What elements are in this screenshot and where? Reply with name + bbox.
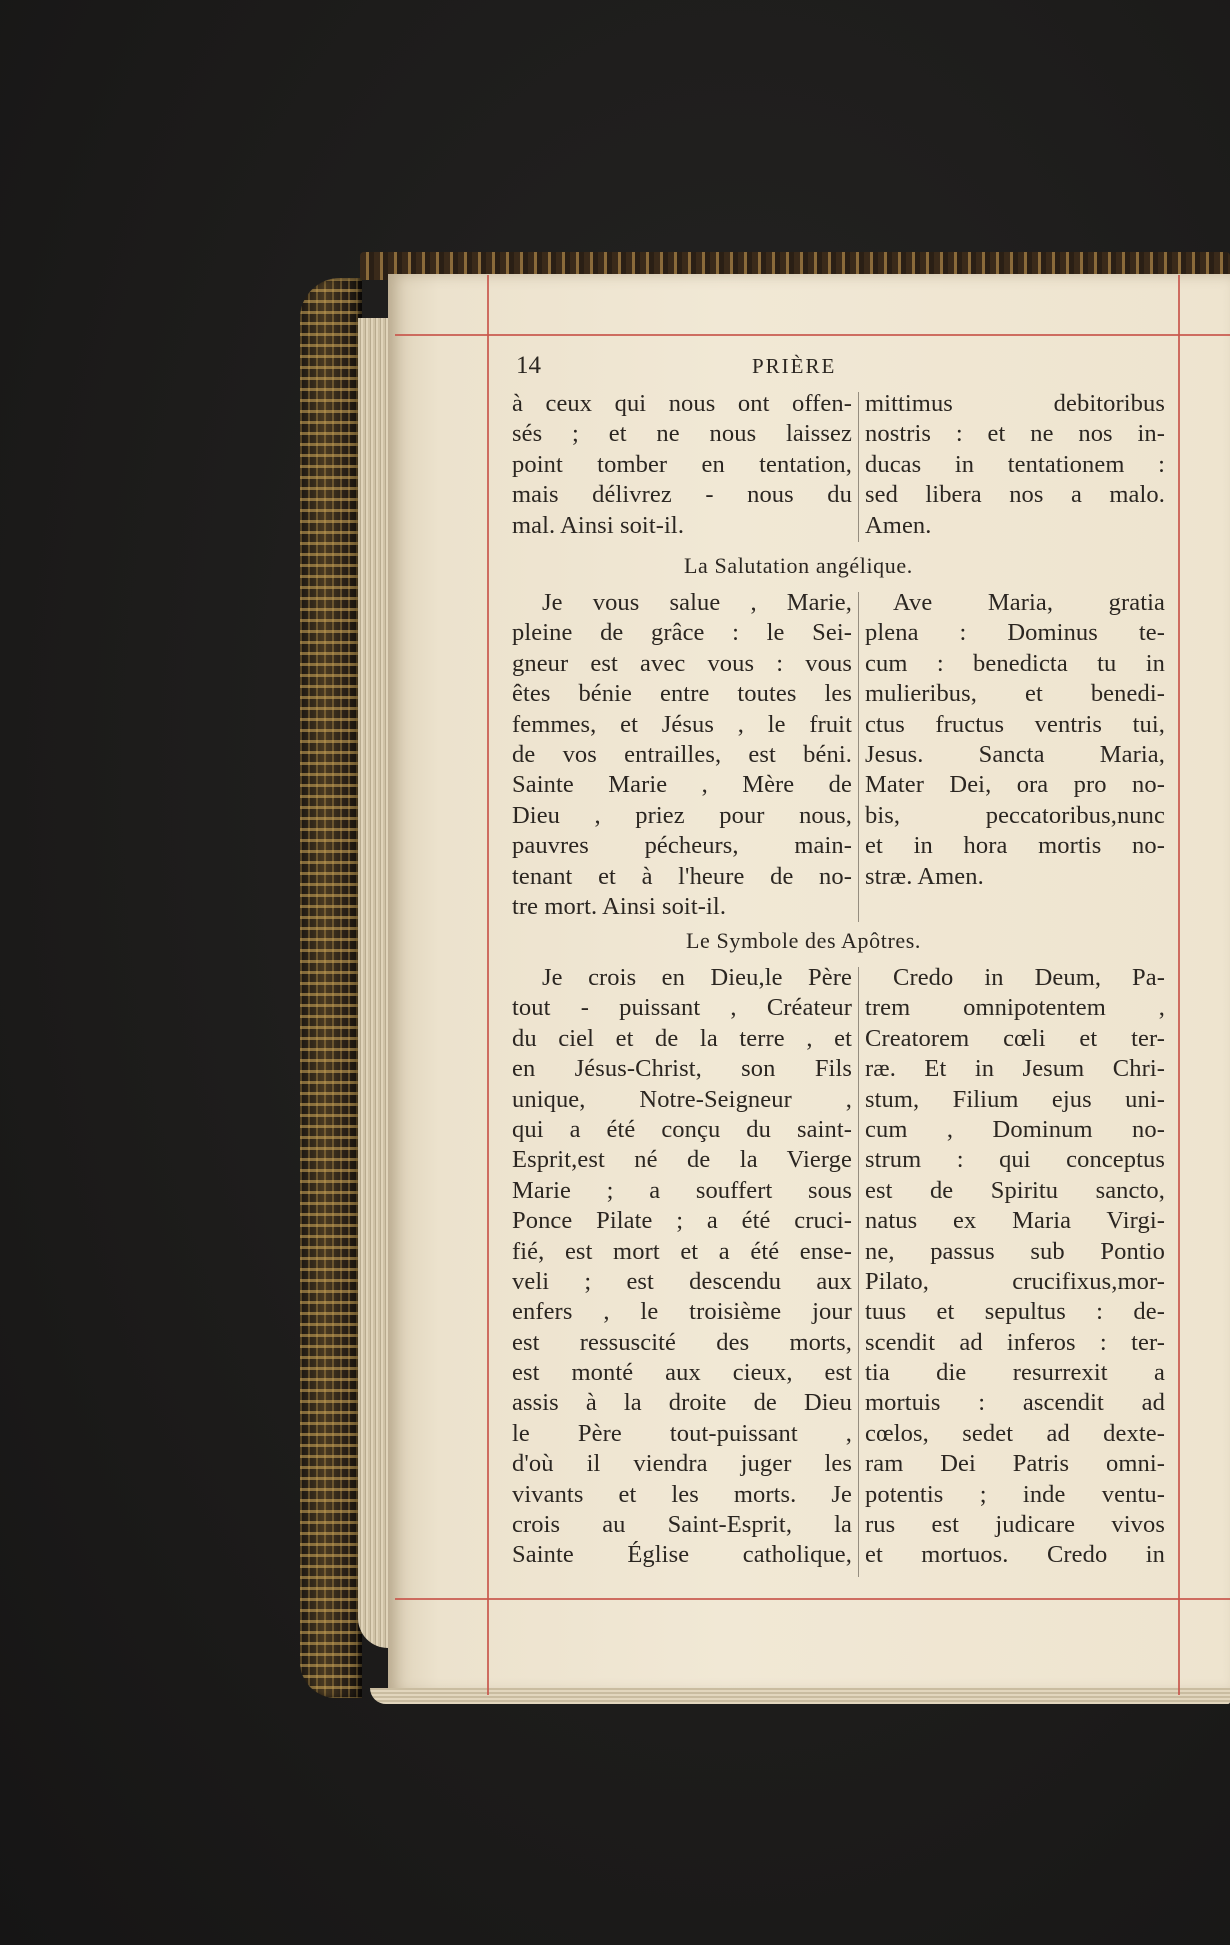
text-line: et mortuos. Credo in — [865, 1541, 1165, 1569]
text-line: le Père tout-puissant , — [512, 1419, 852, 1447]
text-line: femmes, et Jésus , le fruit — [512, 710, 852, 738]
text-line: Mater Dei, ora pro no- — [865, 771, 1165, 799]
section2-left-column — [512, 588, 852, 922]
text-line: natus ex Maria Virgi- — [865, 1207, 1165, 1235]
text-line: Sainte Église catholique, — [512, 1541, 852, 1569]
text-line: mortuis : ascendit ad — [865, 1389, 1165, 1417]
text-line: scendit ad inferos : ter- — [865, 1328, 1165, 1356]
text-line: enfers , le troisième jour — [512, 1298, 852, 1326]
red-rule-bottom — [395, 1598, 1230, 1600]
text-line: mal. Ainsi soit-il. — [512, 511, 685, 539]
text-line: trem omnipotentem , — [865, 994, 1165, 1022]
text-line: Je vous salue , Marie, — [542, 589, 852, 616]
text-line: Esprit,est né de la Vierge — [512, 1146, 852, 1174]
text-line: stum, Filium ejus uni- — [865, 1085, 1165, 1113]
text-line: vivants et les morts. Je — [512, 1480, 852, 1508]
ornate-gilt-spine — [300, 278, 362, 1698]
column-divider — [858, 392, 859, 542]
text-line: et in hora mortis no- — [865, 832, 1165, 860]
section1-right-column — [865, 389, 1165, 541]
text-line: est de Spiritu sancto, — [865, 1176, 1165, 1204]
text-line: est monté aux cieux, est — [512, 1359, 852, 1387]
text-line: Ave Maria, gratia — [893, 589, 1165, 616]
text-line: assis à la droite de Dieu — [512, 1389, 852, 1417]
text-line: stræ. Amen. — [865, 862, 984, 890]
text-line: Creatorem cœli et ter- — [865, 1024, 1165, 1052]
page-stack-bottom — [370, 1688, 1230, 1704]
text-line: Amen. — [865, 511, 932, 539]
section3-right-column — [865, 963, 1165, 1571]
text-line: à ceux qui nous ont offen- — [512, 390, 852, 417]
text-line: Jesus. Sancta Maria, — [865, 740, 1165, 768]
text-line: en Jésus-Christ, son Fils — [512, 1055, 852, 1083]
text-line: Ponce Pilate ; a été cruci- — [512, 1207, 852, 1235]
text-line: sés ; et ne nous laissez — [512, 420, 852, 448]
text-line: rus est judicare vivos — [865, 1511, 1165, 1539]
red-rule-left — [487, 275, 489, 1695]
text-line: fié, est mort et a été ense- — [512, 1237, 852, 1265]
text-line: ducas in tentationem : — [865, 450, 1165, 478]
text-line: Sainte Marie , Mère de — [512, 771, 852, 799]
text-line: veli ; est descendu aux — [512, 1267, 852, 1295]
section3-left-column — [512, 963, 852, 1571]
text-line: cœlos, sedet ad dexte- — [865, 1419, 1165, 1447]
text-line: tuus et sepultus : de- — [865, 1298, 1165, 1326]
text-line: strum : qui conceptus — [865, 1146, 1165, 1174]
red-rule-right — [1178, 275, 1180, 1695]
text-line: tout - puissant , Créateur — [512, 994, 852, 1022]
running-title: PRIÈRE — [752, 354, 837, 378]
page-number: 14 — [516, 352, 541, 379]
section2-right-column — [865, 588, 1165, 892]
column-divider — [858, 592, 859, 922]
red-rule-top — [395, 334, 1230, 336]
text-line: tre mort. Ainsi soit-il. — [512, 892, 727, 920]
text-line: Credo in Deum, Pa- — [893, 964, 1165, 991]
text-line: ram Dei Patris omni- — [865, 1450, 1165, 1478]
text-line: ræ. Et in Jesum Chri- — [865, 1055, 1165, 1083]
text-line: Pilato, crucifixus,mor- — [865, 1267, 1165, 1295]
text-line: du ciel et de la terre , et — [512, 1024, 852, 1052]
text-line: qui a été conçu du saint- — [512, 1115, 852, 1143]
text-line: d'où il viendra juger les — [512, 1450, 852, 1478]
text-line: mais délivrez - nous du — [512, 481, 852, 509]
text-line: point tomber en tentation, — [512, 450, 852, 478]
text-line: plena : Dominus te- — [865, 619, 1165, 647]
text-line: tenant et à l'heure de no- — [512, 862, 852, 890]
text-line: tia die resurrexit a — [865, 1359, 1165, 1387]
column-divider — [858, 967, 859, 1577]
text-line: cum : benedicta tu in — [865, 649, 1165, 677]
text-line: ne, passus sub Pontio — [865, 1237, 1165, 1265]
page-edges — [358, 318, 392, 1648]
text-line: potentis ; inde ventu- — [865, 1480, 1165, 1508]
text-line: est ressuscité des morts, — [512, 1328, 852, 1356]
text-line: êtes bénie entre toutes les — [512, 680, 852, 708]
text-line: Je crois en Dieu,le Père — [542, 964, 852, 991]
text-line: nostris : et ne nos in- — [865, 420, 1165, 448]
text-line: crois au Saint-Esprit, la — [512, 1511, 852, 1539]
text-line: gneur est avec vous : vous — [512, 649, 852, 677]
text-line: pleine de grâce : le Sei- — [512, 619, 852, 647]
text-line: bis, peccatoribus,nunc — [865, 801, 1165, 829]
section-heading-symbole: Le Symbole des Apôtres. — [686, 928, 921, 953]
section1-left-column — [512, 389, 852, 541]
text-line: Marie ; a souffert sous — [512, 1176, 852, 1204]
text-line: pauvres pécheurs, main- — [512, 832, 852, 860]
section-heading-salutation: La Salutation angélique. — [684, 553, 913, 578]
text-line: ctus fructus ventris tui, — [865, 710, 1165, 738]
text-line: mittimus debitoribus — [865, 390, 1165, 417]
text-line: unique, Notre-Seigneur , — [512, 1085, 852, 1113]
text-line: Dieu , priez pour nous, — [512, 801, 852, 829]
text-line: sed libera nos a malo. — [865, 481, 1165, 509]
text-line: de vos entrailles, est béni. — [512, 740, 852, 768]
text-line: mulieribus, et benedi- — [865, 680, 1165, 708]
text-line: cum , Dominum no- — [865, 1115, 1165, 1143]
